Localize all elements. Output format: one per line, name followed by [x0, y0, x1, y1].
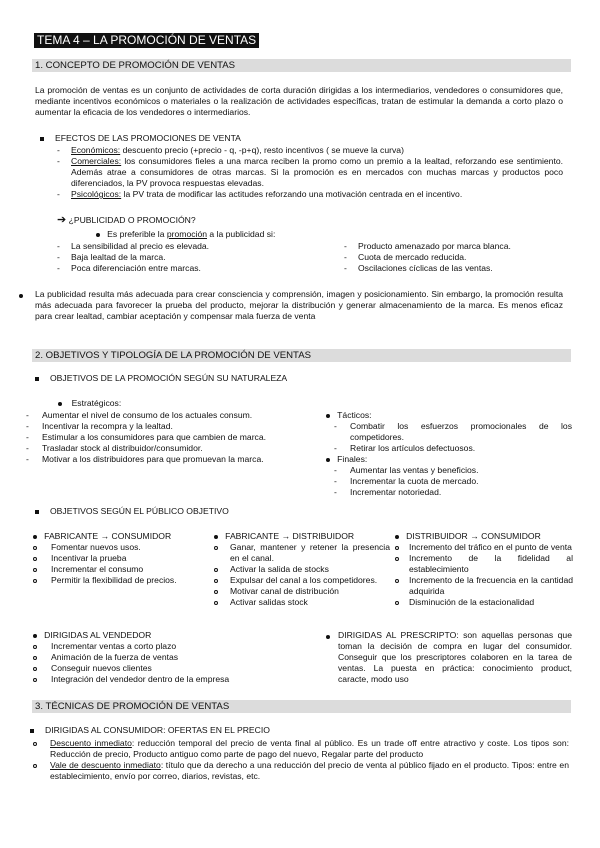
list-item-text: Motivar canal de distribución	[230, 586, 339, 596]
list-item: - Cuota de mercado reducida.	[344, 252, 467, 262]
finales-label	[326, 454, 572, 465]
list-item	[395, 553, 573, 575]
list-item	[395, 597, 573, 608]
list-item: - Baja lealtad de la marca.	[57, 252, 166, 262]
naturaleza-heading-text: OBJETIVOS DE LA PROMOCIÓN SEGÚN SU NATURALEZA	[50, 373, 288, 383]
fab-cons-label	[33, 531, 211, 542]
dist-cons-block	[395, 531, 573, 608]
publico-heading-text: OBJETIVOS SEGÚN EL PÚBLICO OBJETIVO	[50, 506, 229, 516]
preferible-left-list	[57, 241, 317, 274]
list-item: - Estimular a los consumidores para que cambien de marca.	[26, 432, 267, 442]
finales-label-text: Finales:	[337, 454, 368, 464]
list-item-text: Activar salidas stock	[230, 597, 308, 607]
publicidad-question	[57, 215, 196, 226]
bullet-icon	[326, 458, 330, 462]
item-text: : reducción temporal del precio de venta final al público. Es un trade off entre atractivo y coste. Los tipos son: Reducción de precio, Producto antiguo como parte de pago del nuevo, Regalar parte del producto	[50, 738, 569, 759]
item-term: Descuento inmediato	[50, 738, 132, 748]
list-item-text: Incremento de la fidelidad al establecimiento	[409, 553, 573, 574]
list-item-text: Retirar los artículos defectuosos.	[350, 443, 476, 453]
arrow-right-icon: ➔	[57, 214, 67, 226]
list-item	[33, 564, 211, 575]
concept-paragraph: La promoción de ventas es un conjunto de actividades de corta duración dirigidas a los intermediarios, vendedores o consumidores que, mediante incentivos económicos o materiales o la realización de actividades específicas, tratan de estimular la demanda a corto plazo o aumentar la eficacia de los vendedores o intermediarios.	[35, 85, 563, 117]
section-3-heading: 3. TÉCNICAS DE PROMOCIÓN DE VENTAS	[32, 700, 571, 713]
section-2-heading: 2. OBJETIVOS Y TIPOLOGÍA DE LA PROMOCIÓN DE VENTAS	[32, 349, 571, 362]
preferible-right-list	[344, 241, 564, 274]
square-bullet-icon	[40, 137, 44, 141]
publico-heading	[35, 506, 229, 517]
list-item: - Aumentar el nivel de consumo de los actuales consum.	[26, 410, 253, 420]
list-item	[33, 575, 211, 586]
list-item-text: Incrementar la cuota de mercado.	[350, 476, 479, 486]
list-item-text: Oscilaciones cíclicas de las ventas.	[358, 263, 493, 273]
list-item-text: Incrementar notoriedad.	[350, 487, 442, 497]
item-term: Vale de descuento inmediato	[50, 760, 161, 770]
naturaleza-heading	[35, 373, 287, 384]
square-bullet-icon	[35, 510, 39, 514]
preferible-line	[96, 229, 275, 240]
section-1-heading: 1. CONCEPTO DE PROMOCIÓN DE VENTAS	[32, 59, 571, 72]
square-bullet-icon	[35, 377, 39, 381]
list-item	[33, 674, 303, 685]
bullet-icon	[96, 233, 100, 237]
square-bullet-icon	[30, 729, 34, 733]
list-item	[214, 597, 390, 608]
list-item: - Trasladar stock al distribuidor/consumidor.	[26, 443, 203, 453]
bullet-icon	[395, 535, 399, 539]
efectos-heading-text: EFECTOS DE LAS PROMOCIONES DE VENTA	[55, 133, 241, 143]
list-item-text: Ganar, mantener y retener la presencia en el canal.	[230, 542, 390, 563]
ofertas-list	[33, 738, 569, 782]
efecto-text: la PV trata de modificar las actitudes reforzando una motivación centrada en el incentivo.	[121, 189, 463, 199]
efectos-heading	[40, 133, 241, 144]
list-item-text: Aumentar las ventas y beneficios.	[350, 465, 479, 475]
list-item	[33, 663, 303, 674]
efecto-term: Comerciales:	[71, 156, 122, 166]
bullet-icon	[326, 414, 330, 418]
list-item-text: Activar la salida de stocks	[230, 564, 329, 574]
list-item: - Motivar a los distribuidores para que promuevan la marca.	[26, 454, 264, 464]
list-item	[33, 641, 303, 652]
list-item: - Oscilaciones cíclicas de las ventas.	[344, 263, 493, 273]
list-item	[214, 542, 390, 564]
dist-cons-label	[395, 531, 573, 542]
estrategicos-label	[58, 398, 121, 409]
list-item	[395, 575, 573, 597]
list-item: - Retirar los artículos defectuosos.	[334, 443, 476, 453]
bullet-icon	[33, 535, 37, 539]
list-item	[33, 553, 211, 564]
list-item-text: Producto amenazado por marca blanca.	[358, 241, 511, 251]
tacticos-label-text: Tácticos:	[337, 410, 372, 420]
fab-cons-block	[33, 531, 211, 586]
prescripto-text: son aquellas personas que toman la decisión de compra en lugar del consumidor. Conseguir que los prescriptores colaboren en la tarea de ventas. La puesta en práctica: conocimiento product, caracte, modo uso	[338, 630, 572, 684]
bullet-icon	[326, 631, 330, 642]
efecto-term: Psicológicos:	[71, 189, 122, 199]
list-item	[214, 586, 390, 597]
list-item	[395, 542, 573, 553]
list-item-text: Baja lealtad de la marca.	[71, 252, 166, 262]
list-item: - Incentivar la recompra y la lealtad.	[26, 421, 173, 431]
efecto-text: descuento precio (+precio - q, -p+q), resto incentivos ( se mueve la curva)	[120, 145, 404, 155]
bullet-icon	[58, 402, 62, 406]
prescripto-label: DIRIGIDAS AL PRESCRIPTO:	[338, 630, 459, 640]
vendedor-block	[33, 630, 303, 685]
fab-dist-label	[214, 531, 390, 542]
vendedor-label-text: DIRIGIDAS AL VENDEDOR	[44, 630, 152, 640]
bullet-icon	[19, 290, 23, 301]
list-item-text: Incrementar ventas a corto plazo	[51, 641, 177, 651]
prescripto-paragraph	[338, 630, 572, 685]
list-item-text: Expulsar del canal a los competidores.	[230, 575, 378, 585]
efectos-list	[57, 145, 563, 200]
bullet-icon	[33, 634, 37, 638]
list-item: - Producto amenazado por marca blanca.	[344, 241, 511, 251]
list-item-text: Integración del vendedor dentro de la empresa	[51, 674, 230, 684]
list-item-text: Cuota de mercado reducida.	[358, 252, 467, 262]
list-item-text: Conseguir nuevos clientes	[51, 663, 152, 673]
efecto-psicologicos: - Psicológicos: la PV trata de modificar las actitudes reforzando una motivación centrada en el incentivo.	[57, 189, 463, 199]
dist-cons-label-text: DISTRIBUIDOR → CONSUMIDOR	[406, 531, 541, 541]
list-item: - Aumentar las ventas y beneficios.	[334, 465, 479, 475]
list-item-text: Aumentar el nivel de consumo de los actuales consum.	[42, 410, 253, 420]
list-item	[33, 542, 211, 553]
publicidad-paragraph: La publicidad resulta más adecuada para crear consciencia y comprensión, imagen y posicionamiento. Sin embargo, la promoción resulta más adecuada para favorecer la prueba del producto, mejorar la distribución y generar almacenamiento de la marca. Es menos eficaz para crear lealtad, cambiar aceptación y compensar mala fuerza de venta	[35, 289, 563, 321]
list-item-text: La sensibilidad al precio es elevada.	[71, 241, 210, 251]
preferible-post: a la publicidad si:	[207, 229, 276, 239]
ofertas-heading	[30, 725, 270, 736]
list-item-text: Disminución de la estacionalidad	[409, 597, 535, 607]
list-item	[214, 564, 390, 575]
list-item	[214, 575, 390, 586]
preferible-pre: Es preferible la	[107, 229, 167, 239]
list-item-text: Combatir los esfuerzos promocionales de los competidores.	[350, 421, 572, 442]
list-item-text: Incrementar el consumo	[51, 564, 144, 574]
efecto-text: los consumidores fieles a una marca reciben la promo como un premio a la lealtad, reforzando ese sentimiento. Además atrae a consumidores de otras marcas. Si la promoción es en mercados con muchas marcas y productos poco diferenciados, la PV provoca respuestas elevadas.	[71, 156, 563, 188]
list-item: - Incrementar la cuota de mercado.	[334, 476, 479, 486]
list-item-text: Incentivar la recompra y la lealtad.	[42, 421, 173, 431]
ofertas-heading-text: DIRIGIDAS AL CONSUMIDOR: OFERTAS EN EL PRECIO	[45, 725, 270, 735]
list-item-text: Incremento de la frecuencia en la cantidad adquirida	[409, 575, 573, 596]
list-item-text: Fomentar nuevos usos.	[51, 542, 141, 552]
list-item-text: Motivar a los distribuidores para que promuevan la marca.	[42, 454, 264, 464]
page-title: TEMA 4 – LA PROMOCIÓN DE VENTAS	[34, 33, 259, 48]
list-item-text: Estimular a los consumidores para que cambien de marca.	[42, 432, 267, 442]
list-item-text: Incremento del tráfico en el punto de venta	[409, 542, 572, 552]
item-text: : título que da derecho a una reducción del precio de venta al público fijado en el producto. Tipos: entre en establecimiento, envío por correo, diarios, revistas, etc.	[50, 760, 569, 781]
list-item	[33, 760, 569, 782]
list-item-text: Permitir la flexibilidad de precios.	[51, 575, 177, 585]
question-text: ¿PUBLICIDAD O PROMOCIÓN?	[68, 215, 196, 225]
tacticos-block	[326, 410, 572, 498]
fab-cons-label-text: FABRICANTE → CONSUMIDOR	[44, 531, 172, 541]
efecto-economicos: - Económicos: descuento precio (+precio - q, -p+q), resto incentivos ( se mueve la curva)	[57, 145, 404, 155]
list-item: - Incrementar notoriedad.	[334, 487, 442, 497]
efecto-comerciales: - Comerciales: los consumidores fieles a una marca reciben la promo como un premio a la lealtad, reforzando ese sentimiento. Además atrae a consumidores de otras marcas. Si la promoción es en mercados con muchas marcas y productos poco diferenciados, la PV provoca respuestas elevadas.	[57, 156, 563, 188]
estrategicos-label-text: Estratégicos:	[71, 398, 122, 408]
fab-dist-label-text: FABRICANTE → DISTRIBUIDOR	[225, 531, 355, 541]
vendedor-label	[33, 630, 303, 641]
estrategicos-list	[26, 410, 302, 465]
list-item-text: Animación de la fuerza de ventas	[51, 652, 179, 662]
list-item-text: Incentivar la prueba	[51, 553, 127, 563]
tacticos-label	[326, 410, 572, 421]
list-item: - La sensibilidad al precio es elevada.	[57, 241, 210, 251]
list-item	[33, 652, 303, 663]
preferible-word: promoción	[166, 229, 208, 239]
bullet-icon	[214, 535, 218, 539]
efecto-term: Económicos:	[71, 145, 121, 155]
list-item	[33, 738, 569, 760]
list-item-text: Trasladar stock al distribuidor/consumidor.	[42, 443, 203, 453]
list-item: - Combatir los esfuerzos promocionales de los competidores.	[334, 421, 572, 442]
list-item: - Poca diferenciación entre marcas.	[57, 263, 201, 273]
fab-dist-block	[214, 531, 390, 608]
list-item-text: Poca diferenciación entre marcas.	[71, 263, 201, 273]
